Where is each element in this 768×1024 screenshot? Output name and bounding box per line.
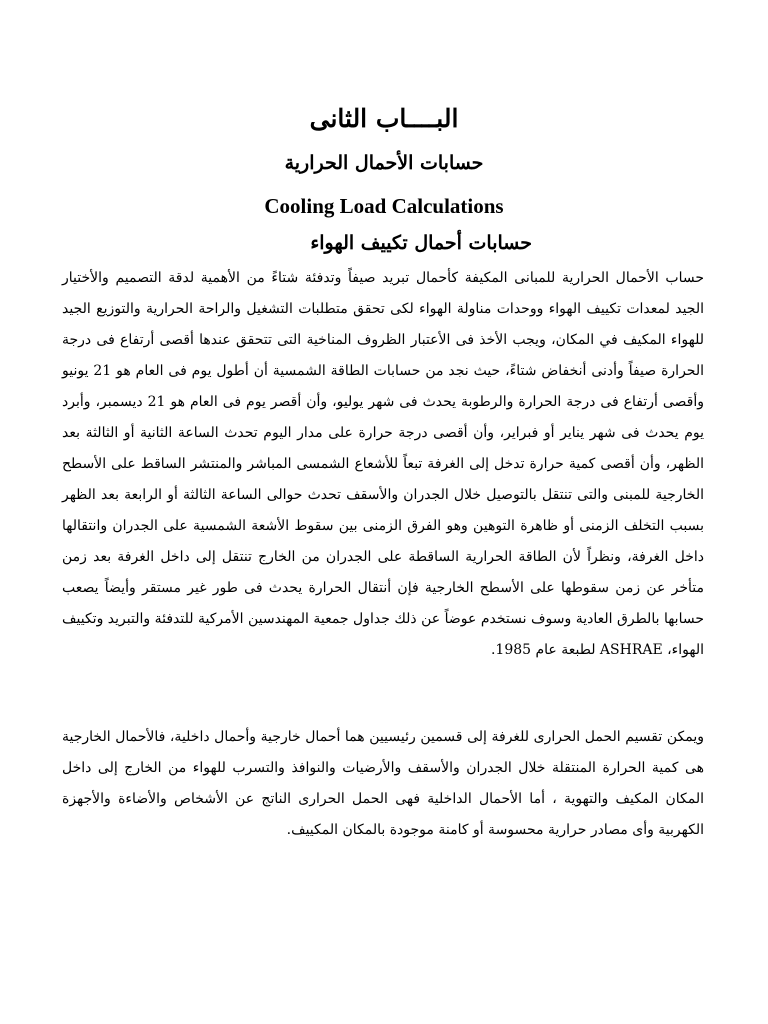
paragraph-text: ويمكن تقسيم الحمل الحرارى للغرفة إلى قسمين رئيسيين هما أحمال خارجية وأحمال داخلية، فالأحمال الخارجية هى كمية الحرارة المنتقلة خلال الجدران والأسقف والأرضيات والنوافذ والتسرب للهواء من الخارج إلى داخل المكان المكيف والتهوية ، أما الأحمال الداخلية فهى الحمل الحرارى الناتج عن الأشخاص والأضاءة والأجهزة الكهربية وأى مصادر حرارية محسوسة أو كامنة موجودة بالمكان المكييف. bbox=[62, 729, 704, 838]
english-title: Cooling Load Calculations bbox=[264, 194, 504, 218]
paragraph-text: حساب الأحمال الحرارية للمبانى المكيفة كأحمال تبريد صيفاً وتدفئة شتاءً من الأهمية لدقة التصميم والأختيار الجيد لمعدات تكييف الهواء ووحدات مناولة الهواء لكى تحقق متطلبات التشغيل والراحة الحرارية والتوزيع الجيد للهواء المكيف في المكان، ويجب الأخذ فى الأعتبار الظروف المناخية التى تتحقق عندها أقصى أرتفاع فى درجة الحرارة صيفاً وأدنى أنخفاض شتاءً، حيث نجد من حسابات الطاقة الشمسية أن أطول يوم فى العام هو 21 يونيو وأقصى أرتفاع فى درجة الحرارة والرطوبة يحدث فى شهر يوليو، وأن أقصر يوم فى العام هو 21 ديسمبر، وأبرد يوم يحدث فى شهر يناير أو فبراير، وأن أقصى درجة حرارة على مدار اليوم تحدث الساعة الثانية أو الثالثة بعد الظهر، وأن أقصى كمية حرارة تدخل إلى الغرفة تبعاً للأشعاع الشمسى المباشر والمنتشر الساقط على الأسطح الخارجية للمبنى والتى تنتقل بالتوصيل خلال الجدران والأسقف تحدث حوالى الساعة الثالثة أو الرابعة بعد الظهر بسبب التخلف الزمنى أو ظاهرة التوهين وهو الفرق الزمنى بين سقوط الأشعة الشمسية على الجدران وانتقالها داخل الغرفة، ونظراً لأن الطاقة الحرارية الساقطة على الجدران من الخارج تنتقل إلى داخل الغرفة بعد زمن متأخر عن زمن سقوطها على الأسطح الخارجية فإن أنتقال الحرارة يحدث فى طور غير مستقر وأيضاً يصعب حسابها بالطرق العادية وسوف نستخدم عوضاً عن ذلك جداول جمعية المهندسين الأمركية للتدفئة والتبريد وتكييف الهواء، ASHRAE لطبعة عام 1985. bbox=[62, 270, 704, 658]
body-paragraph-2 bbox=[62, 722, 704, 846]
body-paragraph-1 bbox=[62, 263, 704, 666]
chapter-title: البــــاب الثانى bbox=[309, 104, 459, 133]
chapter-subtitle: حسابات الأحمال الحرارية bbox=[284, 152, 484, 174]
section-heading: حسابات أحمال تكييف الهواء bbox=[310, 232, 532, 254]
